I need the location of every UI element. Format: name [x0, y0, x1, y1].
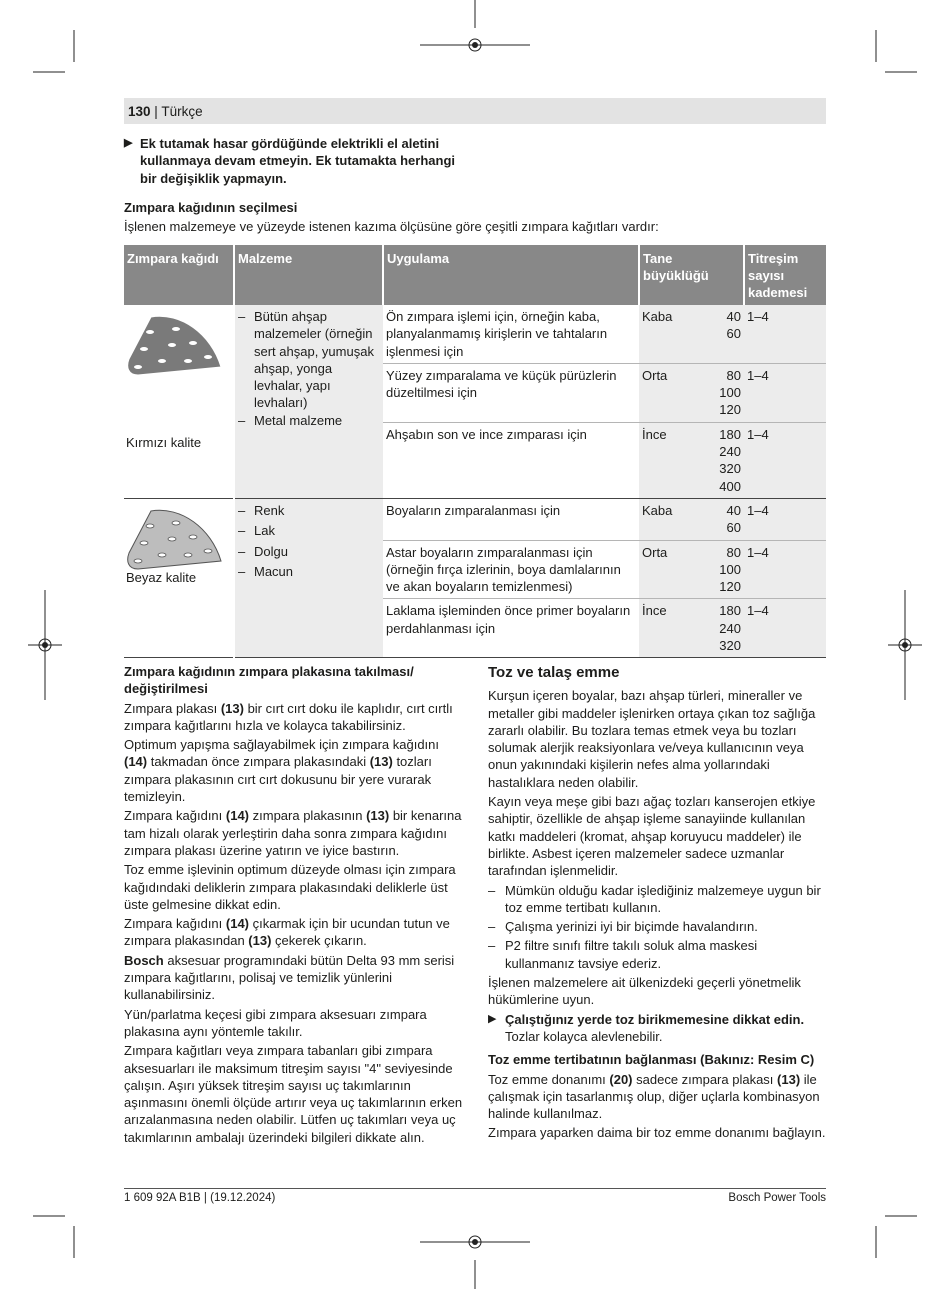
paragraph: Kurşun içeren boyalar, bazı ahşap türleri, mineraller ve metaller gibi maddeler işlenirken ortaya çıkan toz sağlığa zararlı olabilir. Bu tozlara temas etmek veya bu tozları solumak alerjik reaksiyonlara ve/veya kullanıcının veya onun yakınındaki kişilerin nefes alma yollarındaki hastalıklara neden olabilir.: [488, 688, 816, 790]
text-run: bir kenarına tam hizalı olarak yerleştirin daha sonra zımpara kağıdını zımpara plakası üzerine yatırın ve iyice bastırın.: [124, 808, 462, 858]
paper-label: Kırmızı kalite: [126, 435, 202, 450]
header-bar: [124, 98, 826, 124]
dust-warning-bold: Çalıştığınız yerde toz birikmemesine dikkat edin.: [505, 1011, 805, 1027]
grit-values: 40 60: [715, 305, 744, 363]
footer-brand: Bosch Power Tools: [728, 1192, 826, 1204]
material-item: Renk: [254, 502, 285, 518]
mounting-heading: Zımpara kağıdının zımpara plakasına takılması/ değiştirilmesi: [124, 664, 414, 697]
selection-intro: İşlenen malzemeye ve yüzeyde istenen kazıma ölçüsüne göre çeşitli zımpara kağıtları vardır:: [124, 219, 659, 234]
paragraph: [124, 736, 464, 805]
warning-arrow-icon: ▶: [488, 1012, 497, 1025]
vibration-level: 1–4: [744, 305, 826, 363]
application-cell: Ön zımpara işlemi için, örneğin kaba, planyalanmamış kirişlerin ve tahtaların işlenmesi için: [386, 309, 608, 359]
application-cell: Ahşabın son ve ince zımparası için: [383, 422, 639, 498]
grit-values: 80 100 120: [715, 540, 744, 599]
application-cell: Yüzey zımparalama ve küçük pürüzlerin düzeltilmesi için: [383, 363, 639, 422]
application-cell: Laklama işleminden önce primer boyaların perdahlanması için: [383, 599, 639, 658]
text-run: Zımpara plakası: [124, 700, 221, 716]
grit-label: Kaba: [639, 498, 715, 540]
table-row: [124, 498, 826, 540]
list-item-text: Mümkün olduğu kadar işlediğiniz malzemeye uygun bir toz emme tertibatı kullanın.: [505, 882, 821, 915]
paragraph: [124, 1042, 464, 1146]
text-run: aksesuar programındaki bütün Delta 93 mm serisi zımpara kağıtlarını, polisaj ve temizlik yünlerini kullanabilirsiniz.: [124, 952, 455, 1003]
grit-label: Orta: [639, 540, 715, 599]
header-language: Türkçe: [161, 104, 203, 119]
paragraph: Kayın veya meşe gibi bazı ağaç tozları kanserojen etkiye sahiptir, özellikle de ahşap işleme sanayiinde kullanılan katkı maddeleri (kromat, ahşap koruyucu maddeler) ile birlikte. Asbest içeren malzemeler sadece uzmanlar tarafından işlenmelidir.: [488, 794, 816, 879]
text-run: Yün/parlatma keçesi gibi zımpara aksesuarı zımpara plakasına aynı yöntemle takılır.: [124, 1006, 427, 1039]
grit-values: 40 60: [715, 498, 744, 540]
text-run: (13): [369, 754, 393, 770]
dash-bullet: –: [488, 938, 496, 954]
grit-label: Kaba: [639, 305, 715, 363]
paper-cell: [124, 305, 234, 498]
dust-warning-text: Tozlar kolayca alevlenebilir.: [505, 1028, 663, 1044]
warning-line: kullanmaya devam etmeyin. Ek tutamakta herhangi: [140, 153, 456, 169]
material-item: Lak: [254, 523, 275, 539]
right-column: [488, 664, 828, 1144]
footer-rule: [124, 1188, 826, 1189]
dash-bullet: –: [488, 919, 496, 935]
regulation-text: İşlenen malzemelere ait ülkenizdeki geçerli yönetmelik hükümlerine uyun.: [488, 975, 801, 1008]
vibration-level: 1–4: [744, 363, 826, 422]
list-item-text: Çalışma yerinizi iyi bir biçimde havalandırın.: [505, 919, 758, 935]
grit-values: 180 240 320: [715, 599, 744, 658]
text-run: Zımpara kağıdını: [124, 808, 226, 824]
material-item: Metal malzeme: [254, 412, 343, 428]
application-cell: Astar boyaların zımparalanması için (örneğin fırça izlerinin, boya damlalarının ve akan boyaların temizlenmesi): [383, 540, 639, 599]
material-item: Macun: [254, 563, 294, 579]
dash-list-item: [488, 937, 828, 972]
text-run: ile çalışmak için tasarlanmış olup, diğer uçlarla kombinasyon halinde kullanılmaz.: [488, 1071, 820, 1122]
dust-heading: Toz ve talaş emme: [488, 664, 620, 681]
grit-label: İnce: [639, 422, 715, 498]
paragraph: [124, 700, 464, 735]
text-run: Zımpara kağıdını: [124, 916, 226, 932]
red-paper-icon: [126, 309, 226, 377]
text-run: çıkarmak için bir ucundan tutun ve zımpara plakasından: [124, 916, 450, 949]
text-run: Bosch: [124, 952, 164, 968]
text-run: Optimum yapışma sağlayabilmek için zımpara kağıdını: [124, 737, 440, 753]
text-run: tozları zımpara plakasının cırt cırt dokusunu bir yere vurarak temizleyin.: [124, 754, 432, 805]
dash-bullet: –: [238, 309, 246, 324]
text-run: sadece zımpara plakası: [632, 1071, 778, 1087]
paper-label: Beyaz kalite: [126, 569, 197, 585]
text-run: (14): [124, 754, 148, 770]
connection-paragraph: [488, 1071, 828, 1123]
dash-bullet: –: [238, 412, 246, 428]
grit-values: 180 240 320 400: [715, 422, 744, 498]
footer-doc-id: 1 609 92A B1B | (19.12.2024): [124, 1192, 276, 1204]
warning-line: bir değişiklik yapmayın.: [140, 170, 287, 186]
table-row: [124, 305, 826, 363]
grit-label: İnce: [639, 599, 715, 658]
material-item: Bütün ahşap malzemeler (örneğin sert ahşap, yumuşak ahşap, yonga levhalar, yapı levhaları): [254, 309, 374, 411]
text-run: zımpara plakasının: [249, 808, 367, 824]
dash-bullet: –: [238, 563, 246, 579]
paragraph: Zımpara yaparken daima bir toz emme donanımı bağlayın.: [488, 1125, 826, 1141]
column-header: Tane büyüklüğü: [639, 245, 744, 305]
text-run: (13): [366, 808, 390, 824]
text-run: bir cırt cırt doku ile kaplıdır, cırt cırtlı zımpara kağıtlarını hızla ve kolayca takabilirsiniz.: [124, 700, 453, 733]
warning-line: Ek tutamak hasar gördüğünde elektrikli el aletini: [140, 136, 440, 151]
material-cell: [234, 305, 383, 498]
page-header: [128, 104, 203, 119]
paragraph: [124, 952, 464, 1004]
text-run: (14): [225, 916, 250, 932]
list-item-text: P2 filtre sınıfı filtre takılı soluk alma maskesi kullanmanız tavsiye ederiz.: [505, 938, 758, 971]
header-separator: |: [154, 104, 158, 119]
text-run: Toz emme donanımı: [488, 1071, 610, 1087]
text-run: takmadan önce zımpara plakasındaki: [147, 754, 370, 770]
sandpaper-table: [124, 245, 826, 658]
grit-label: Orta: [639, 363, 715, 422]
paragraph: [124, 1006, 464, 1041]
text-run: Toz emme işlevinin optimum düzeyde olması için zımpara kağıdındaki deliklerin zımpara plakasındaki deliklerle üst üste gelmesine dikkat edin.: [124, 862, 456, 912]
grit-values: 80 100 120: [715, 363, 744, 422]
dash-bullet: –: [238, 502, 246, 518]
material-cell: [234, 498, 383, 657]
dash-bullet: –: [238, 543, 246, 559]
dust-warning: [488, 1011, 828, 1046]
vibration-level: 1–4: [744, 422, 826, 498]
paragraph: [124, 915, 464, 950]
text-run: (14): [225, 808, 250, 824]
selection-heading: Zımpara kağıdının seçilmesi: [124, 200, 298, 215]
column-header: Uygulama: [383, 245, 639, 305]
page-number: 130: [128, 104, 151, 119]
text-run: (13): [777, 1071, 801, 1087]
connection-heading: Toz emme tertibatının bağlanması (Bakınız: Resim C): [488, 1052, 815, 1068]
warning-block: [124, 135, 464, 187]
mounting-paragraphs: [124, 700, 464, 1146]
text-run: (20): [609, 1071, 633, 1087]
left-column: [124, 663, 464, 1148]
paragraph: [124, 807, 464, 859]
dash-bullet: –: [488, 882, 496, 898]
dash-list-item: [488, 918, 828, 935]
text-run: çekerek çıkarın.: [271, 933, 367, 949]
text-run: (13): [220, 700, 244, 716]
dash-bullet: –: [238, 523, 246, 539]
vibration-level: 1–4: [744, 540, 826, 599]
column-header: Zımpara kağıdı: [124, 245, 234, 305]
application-cell: Boyaların zımparalanması için: [386, 502, 561, 518]
text-run: (13): [248, 933, 272, 949]
white-paper-icon: [126, 503, 226, 571]
paragraph: [124, 861, 464, 913]
vibration-level: 1–4: [744, 498, 826, 540]
vibration-level: 1–4: [744, 599, 826, 658]
paper-cell: [124, 498, 234, 657]
dash-list-item: [488, 882, 828, 917]
column-header: Titreşim sayısı kademesi: [744, 245, 826, 305]
material-item: Dolgu: [254, 543, 288, 559]
warning-arrow-icon: ▶: [124, 137, 133, 149]
text-run: Zımpara kağıtları veya zımpara tabanları gibi zımpara aksesuarları ile maksimum titreşim sayısı "4" seviyesinde çalışın. Aşırı yüksek titreşim sayısı uç takımlarının aşınmasını önemli ölçüde artırır veya uç takımlarının erken arızalanmasına neden olabilir. Lütfen uç takımları veya uç takımlarının ambalajı üzerindeki bilgileri dikkate alın.: [124, 1043, 463, 1145]
column-header: Malzeme: [234, 245, 383, 305]
